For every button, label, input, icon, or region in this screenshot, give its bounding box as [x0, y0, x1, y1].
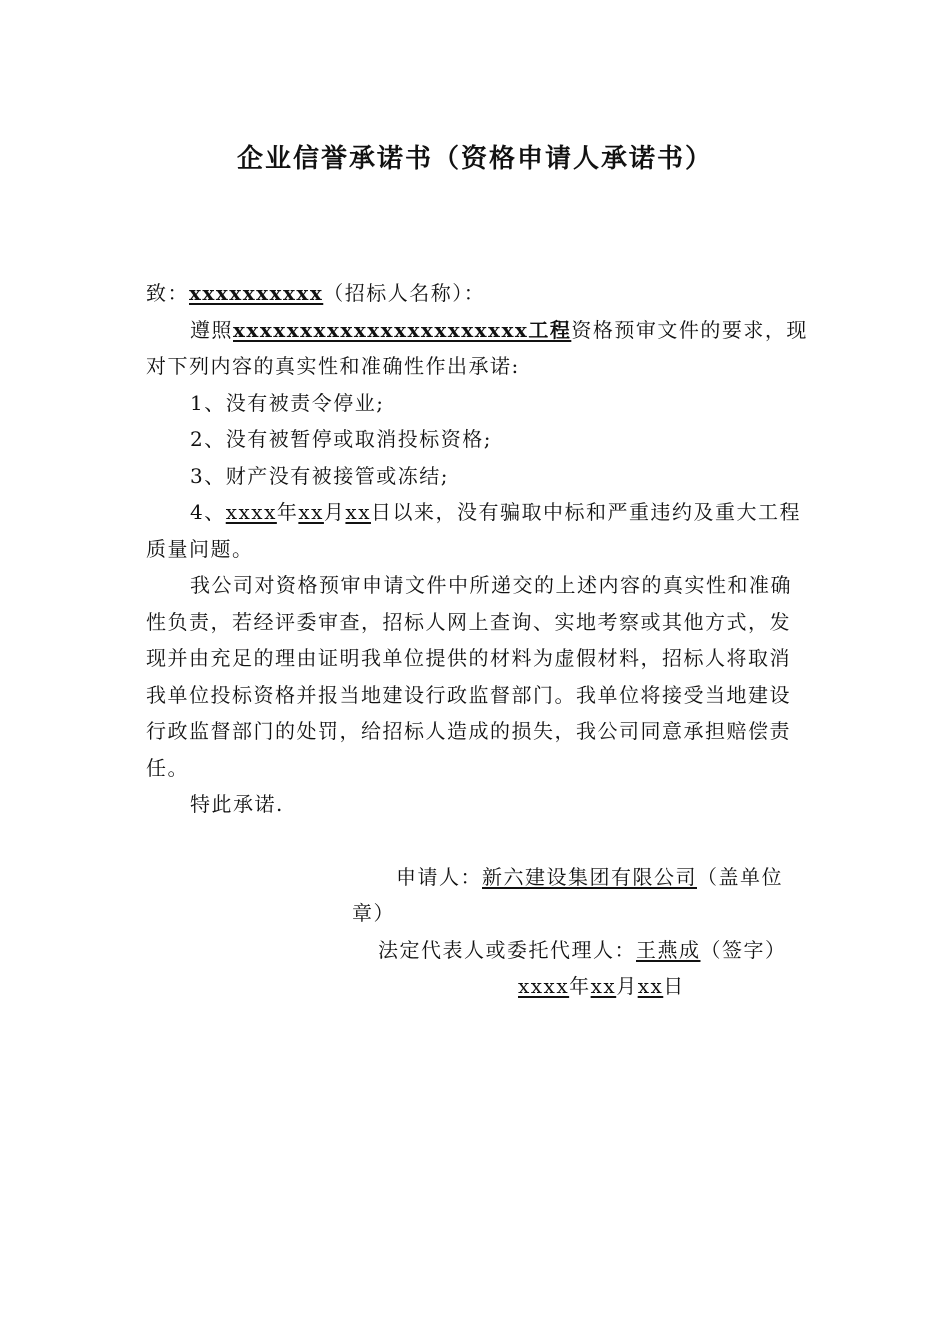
- salutation-line: [146, 275, 808, 312]
- item4-prefix: 4、: [190, 500, 226, 524]
- date-day: xx: [637, 974, 664, 998]
- date-line: [146, 968, 808, 1005]
- date-day-unit: 日: [663, 974, 685, 998]
- salutation-suffix: （招标人名称）：: [323, 281, 486, 305]
- salutation-prefix: 致：: [146, 281, 189, 305]
- commitment-paragraph: 我公司对资格预审申请文件中所递交的上述内容的真实性和准确性负责，若经评委审查，招标人网上查询、实地考察或其他方式，发现并由充足的理由证明我单位提供的材料为虚假材料，招标人将取消我单位投标资格并报当地建设行政监督部门。我单位将接受当地建设行政监督部门的处罚，给招标人造成的损失，我公司同意承担赔偿责任。: [146, 573, 792, 780]
- closing-line: 特此承诺.: [190, 792, 284, 816]
- list-item: 3、财产没有被接管或冻结;: [190, 463, 449, 488]
- applicant-label: 申请人：: [396, 864, 482, 889]
- project-name: xxxxxxxxxxxxxxxxxxxxxx工程: [233, 317, 572, 342]
- item4-rest: 日以来，没有骗取中标和严重违约及重大工程质量问题。: [146, 500, 801, 561]
- list-item: 2、没有被暂停或取消投标资格;: [190, 427, 492, 451]
- representative-label: 法定代表人或委托代理人：: [378, 937, 636, 962]
- list-item: 1、没有被责令停业;: [190, 390, 385, 415]
- document-title: 企业信誉承诺书（资格申请人承诺书）: [236, 144, 713, 174]
- item4-year: xxxx: [225, 500, 277, 524]
- spacer: [146, 823, 808, 859]
- list-item-4: [146, 494, 808, 567]
- representative-note: （签字）: [700, 937, 787, 962]
- item4-month: xx: [298, 500, 324, 524]
- intro-paragraph: [146, 312, 808, 385]
- representative-line: [146, 932, 808, 969]
- date-year: xxxx: [518, 974, 570, 998]
- document-body: [146, 275, 808, 1005]
- item4-year-unit: 年: [276, 500, 299, 524]
- date-month-unit: 月: [616, 974, 638, 998]
- date-year-unit: 年: [569, 974, 591, 998]
- intro-suffix: 资格预审文件的要求，现对下列内容的真实性和准确性作出承诺:: [146, 317, 808, 378]
- applicant-note: （盖单位章）: [352, 864, 783, 925]
- intro-prefix: 遵照: [190, 317, 233, 342]
- applicant-line: [146, 859, 808, 932]
- representative-name: 王燕成: [636, 937, 701, 962]
- item4-day: xx: [345, 500, 371, 524]
- applicant-name: 新六建设集团有限公司: [482, 864, 697, 889]
- recipient-name: xxxxxxxxxx: [189, 281, 324, 305]
- item4-month-unit: 月: [323, 500, 346, 524]
- date-month: xx: [590, 974, 617, 998]
